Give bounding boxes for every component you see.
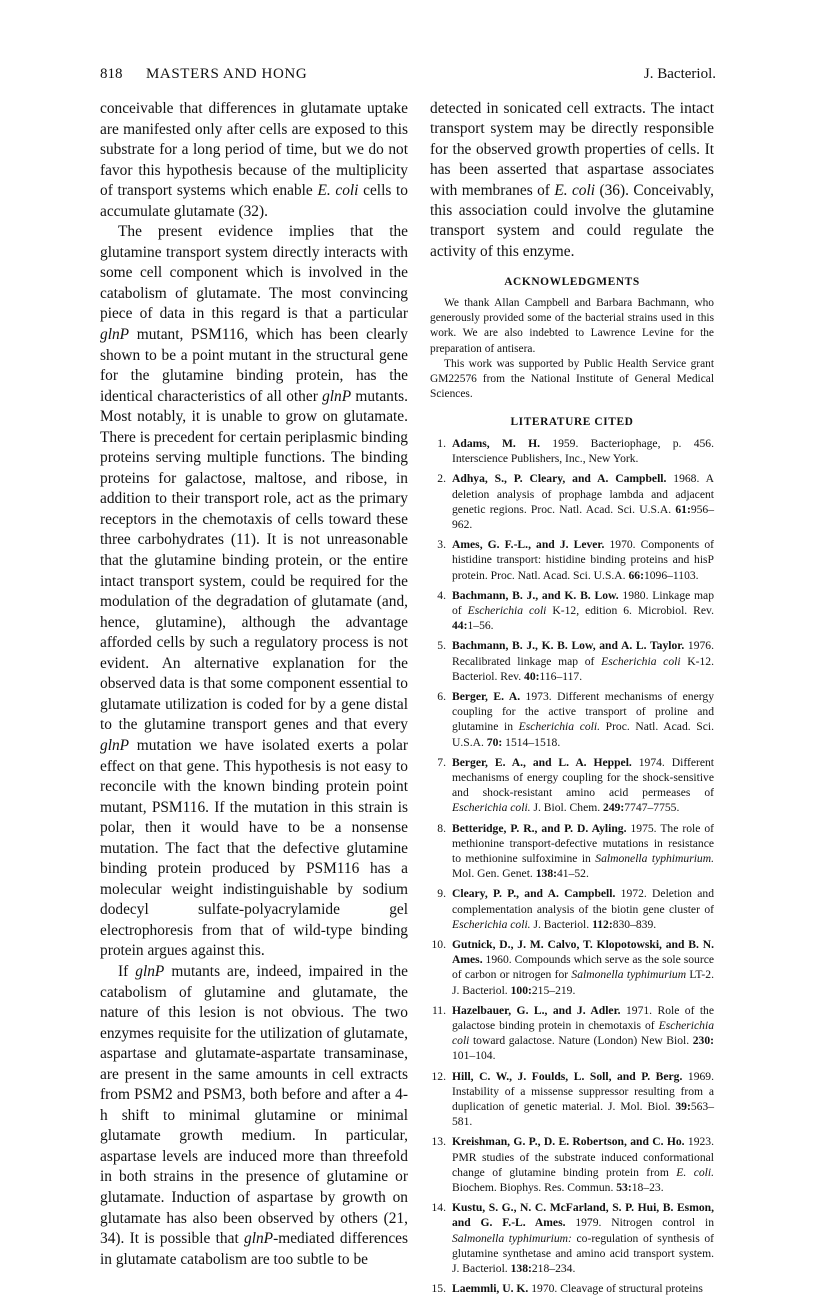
- reference-item: [430, 588, 714, 634]
- reference-item: [430, 1134, 714, 1195]
- reference-number: 3.: [437, 538, 446, 552]
- reference-number: 13.: [431, 1135, 446, 1149]
- reference-number: 14.: [431, 1201, 446, 1215]
- reference-text: Kreishman, G. P., D. E. Robertson, and C. Ho. 1923. PMR studies of the substrate induced conformational change of glutamine binding protein from E. coli. Biochem. Biophys. Res. Commun. 53:18–23.: [452, 1135, 714, 1195]
- reference-text: Adams, M. H. 1959. Bacteriophage, p. 456. Interscience Publishers, Inc., New York.: [452, 436, 715, 466]
- page-number: 818: [100, 66, 123, 82]
- body-paragraph: If glnP mutants are, indeed, impaired in the catabolism of glutamine and glutamate, the nature of this lesion is not obvious. The two enzymes requisite for the utilization of glutamate, aspartase and glutamate-aspartate transaminase, are present in the same amounts in cell extracts from PSM2 and PSM3, both before and after a 4-h shift to minimal glutamine or minimal glutamate growth medium. In particular, aspartase levels are induced more than threefold in both strains in the presence of glutamine or glutamate. Induction of aspartase by growth on glutamate has also been observed by others (21, 34). It is possible that glnP-mediated differences in glutamate catabolism are too subtle to be: [100, 962, 408, 1268]
- reference-text: Bachmann, B. J., K. B. Low, and A. L. Taylor. 1976. Recalibrated linkage map of Escherichia coli K-12. Bacteriol. Rev. 40:116–117.: [452, 639, 714, 683]
- acknowledgments: [430, 296, 714, 402]
- reference-list: [430, 436, 714, 1297]
- reference-item: [430, 471, 714, 532]
- left-column: [100, 99, 408, 1270]
- reference-item: [430, 689, 714, 750]
- reference-text: Ames, G. F.-L., and J. Lever. 1970. Components of histidine transport: histidine binding proteins and hisP protein. Proc. Natl. Acad. Sci. U.S.A. 66:1096–1103.: [452, 538, 714, 582]
- reference-number: 15.: [431, 1282, 446, 1296]
- body-paragraph: The present evidence implies that the glutamine transport system directly interacts with some cell component which is involved in the catabolism of glutamate. The most convincing piece of data in this regard is that a particular glnP mutant, PSM116, which has been clearly shown to be a point mutant in the structural gene for the glutamine binding protein, has the identical characteristics of all other glnP mutants. Most notably, it is unable to grow on glutamate. There is precedent for certain periplasmic binding proteins serving multiple functions. The binding proteins for galactose, maltose, and ribose, in addition to their transport role, act as the primary receptors in the chemotaxis of cells toward these three carbohydrates (11). It is not unreasonable that the glutamine binding protein, or the entire intact transport system, could be required for the modulation of the degradation of glutamate (and, hence, glutamine), although the advantage afforded cells by such a regulatory process is not evident. An alternative explanation for the observed data is that some component essential to glutamate utilization is coded for by a gene distal to the glutamine transport genes and that every glnP mutation we have isolated exerts a polar effect on that gene. This hypothesis is not easy to reconcile with the known binding protein point mutant, PSM116. If the mutation in this strain is polar, then it would have to be a nonsense mutation. The fact that the defective glutamine binding protein produced by PSM116 has a molecular weight indistinguishable by sodium dodecyl sulfate-polyacrylamide gel electrophoresis from that of wild-type binding protein argues against this.: [100, 223, 408, 960]
- acknowledgments-paragraph: This work was supported by Public Health Service grant GM22576 from the National Institute of General Medical Sciences.: [430, 357, 714, 400]
- reference-item: [430, 821, 714, 882]
- reference-number: 9.: [437, 887, 446, 901]
- reference-number: 8.: [437, 821, 446, 835]
- reference-item: [430, 436, 714, 466]
- reference-item: [430, 1069, 714, 1130]
- body-paragraph: conceivable that differences in glutamate uptake are manifested only after cells are exposed to this substrate for a long period of time, but we do not favor this hypothesis because of the multiplicity of transport systems which enable E. coli cells to accumulate glutamate (32).: [100, 100, 408, 220]
- reference-item: [430, 1003, 714, 1064]
- reference-item: [430, 537, 714, 583]
- journal-name: J. Bacteriol.: [643, 66, 716, 82]
- literature-cited-heading: LITERATURE CITED: [510, 415, 634, 428]
- reference-item: [430, 638, 714, 684]
- reference-item: [430, 886, 714, 932]
- reference-number: 7.: [437, 755, 446, 769]
- running-title: MASTERS AND HONG: [146, 66, 308, 82]
- acknowledgments-paragraph: We thank Allan Campbell and Barbara Bachmann, who generously provided some of the bacterial strains used in this work. We are also indebted to Lawrence Levine for the preparation of antisera.: [430, 297, 714, 355]
- reference-text: Hill, C. W., J. Foulds, L. Soll, and P. Berg. 1969. Instability of a missense suppressor resulting from a duplication of genetic material. J. Mol. Biol. 39:563–581.: [452, 1069, 715, 1129]
- reference-number: 1.: [437, 436, 446, 450]
- reference-number: 12.: [431, 1069, 446, 1083]
- reference-text: Berger, E. A., and L. A. Heppel. 1974. Different mechanisms of energy coupling for the shock-sensitive and shock-resistant amino acid permeases of Escherichia coli. J. Biol. Chem. 249:7747–7755.: [452, 755, 714, 815]
- right-column: [430, 99, 714, 1301]
- reference-text: Gutnick, D., J. M. Calvo, T. Klopotowski, and B. N. Ames. 1960. Compounds which serve as the sole source of carbon or nitrogen for Salmonella typhimurium LT-2. J. Bacteriol. 100:215–219.: [452, 938, 714, 997]
- reference-text: Betteridge, P. R., and P. D. Ayling. 1975. The role of methionine transport-defective mutations in resistance to methionine sulfoximine in Salmonella typhimurium. Mol. Gen. Genet. 138:41–52.: [452, 821, 715, 881]
- reference-text: Bachmann, B. J., and K. B. Low. 1980. Linkage map of Escherichia coli K-12, edition 6. Microbiol. Rev. 44:1–56.: [452, 588, 714, 633]
- reference-text: Berger, E. A. 1973. Different mechanisms of energy coupling for the active transport of proline and glutamine in Escherichia coli. Proc. Natl. Acad. Sci. U.S.A. 70: 1514–1518.: [452, 689, 714, 749]
- reference-text: Kustu, S. G., N. C. McFarland, S. P. Hui, B. Esmon, and G. F.-L. Ames. 1979. Nitrogen control in Salmonella typhimurium: co-regulation of synthesis of glutamine synthetase and amino acid transport system. J. Bacteriol. 138:218–234.: [452, 1201, 714, 1276]
- reference-text: Cleary, P. P., and A. Campbell. 1972. Deletion and complementation analysis of the biotin gene cluster of Escherichia coli. J. Bacteriol. 112:830–839.: [452, 887, 714, 931]
- reference-item: [430, 1281, 714, 1296]
- reference-text: Adhya, S., P. Cleary, and A. Campbell. 1968. A deletion analysis of prophage lambda and adjacent genetic regions. Proc. Natl. Acad. Sci. U.S.A. 61:956–962.: [452, 472, 714, 531]
- reference-number: 6.: [437, 689, 446, 703]
- reference-item: [430, 937, 714, 998]
- reference-text: Laemmli, U. K. 1970. Cleavage of structural proteins: [452, 1282, 703, 1296]
- reference-number: 11.: [431, 1003, 446, 1017]
- body-paragraph: detected in sonicated cell extracts. The intact transport system may be directly responsible for the observed growth properties of cells. It has been asserted that aspartase associates with membranes of E. coli (36). Conceivably, this association could involve the glutamine transport system and could regulate the activity of this enzyme.: [430, 100, 714, 260]
- reference-number: 2.: [437, 472, 446, 486]
- reference-item: [430, 755, 714, 816]
- running-header: [100, 66, 716, 88]
- reference-item: [430, 1200, 714, 1276]
- acknowledgments-heading: ACKNOWLEDGMENTS: [504, 276, 640, 289]
- reference-number: 10.: [431, 938, 446, 951]
- reference-text: Hazelbauer, G. L., and J. Adler. 1971. Role of the galactose binding protein in chemotaxis of Escherichia coli toward galactose. Nature (London) New Biol. 230: 101–104.: [452, 1003, 715, 1063]
- reference-number: 5.: [437, 639, 446, 653]
- reference-number: 4.: [437, 588, 446, 602]
